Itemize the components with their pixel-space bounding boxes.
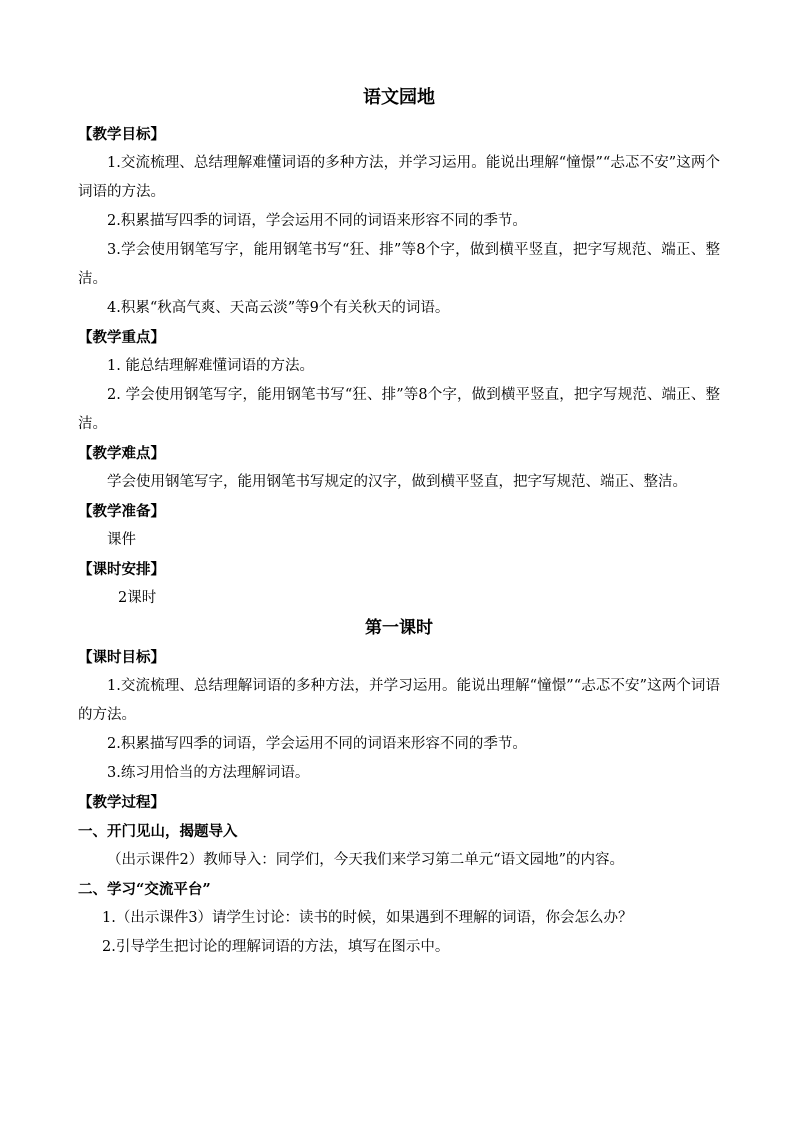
goal-item: 3.学会使用钢笔写字，能用钢笔书写“狂、排”等8个字，做到横平竖直，把字写规范、端正、整洁。 (78, 242, 720, 287)
goal-item: 2.积累描写四季的词语，学会运用不同的词语来形容不同的季节。 (107, 213, 527, 229)
process-part1-heading: 一、开门见山，揭题导入 (78, 823, 238, 840)
page-title: 语文园地 (363, 87, 435, 108)
section-heading-lesson-goals: 【课时目标】 (78, 649, 165, 666)
section-heading-process: 【教学过程】 (78, 794, 165, 811)
lesson-goal-item: 1.交流梳理、总结理解词语的多种方法，并学习运用。能说出理解“憧憬”“忐忑不安”这两个词语的方法。 (78, 678, 720, 723)
section-heading-key-points: 【教学重点】 (78, 329, 165, 346)
key-point-item: 1. 能总结理解难懂词语的方法。 (107, 358, 314, 374)
preparation-text: 课件 (107, 532, 136, 548)
section-heading-preparation: 【教学准备】 (78, 503, 165, 520)
process-part2-item: 2.引导学生把讨论的理解词语的方法，填写在图示中。 (102, 939, 450, 955)
lesson-goal-item: 3.练习用恰当的方法理解词语。 (107, 765, 310, 781)
difficulty-text: 学会使用钢笔写字，能用钢笔书写规定的汉字，做到横平竖直，把字写规范、端正、整洁。 (107, 474, 687, 490)
process-part2-heading: 二、学习“交流平台” (78, 881, 211, 898)
process-part1-text: （出示课件2）教师导入：同学们，今天我们来学习第二单元“语文园地”的内容。 (107, 852, 625, 868)
lesson-title: 第一课时 (365, 618, 433, 638)
section-heading-schedule: 【课时安排】 (78, 561, 165, 578)
section-heading-difficulties: 【教学难点】 (78, 445, 165, 462)
key-point-item: 2. 学会使用钢笔写字，能用钢笔书写“狂、排”等8个字，做到横平竖直，把字写规范、端正、整洁。 (78, 387, 720, 432)
section-heading-goals: 【教学目标】 (78, 126, 165, 143)
document-page (78, 84, 720, 962)
process-part2-item: 1.（出示课件3）请学生讨论：读书的时候，如果遇到不理解的词语，你会怎么办？ (102, 910, 633, 926)
lesson-goal-item: 2.积累描写四季的词语，学会运用不同的词语来形容不同的季节。 (107, 736, 527, 752)
schedule-text: 2课时 (118, 590, 157, 606)
goal-item: 1.交流梳理、总结理解难懂词语的多种方法，并学习运用。能说出理解“憧憬”“忐忑不安”这两个词语的方法。 (78, 155, 720, 200)
goal-item: 4.积累“秋高气爽、天高云淡”等9个有关秋天的词语。 (107, 300, 450, 316)
